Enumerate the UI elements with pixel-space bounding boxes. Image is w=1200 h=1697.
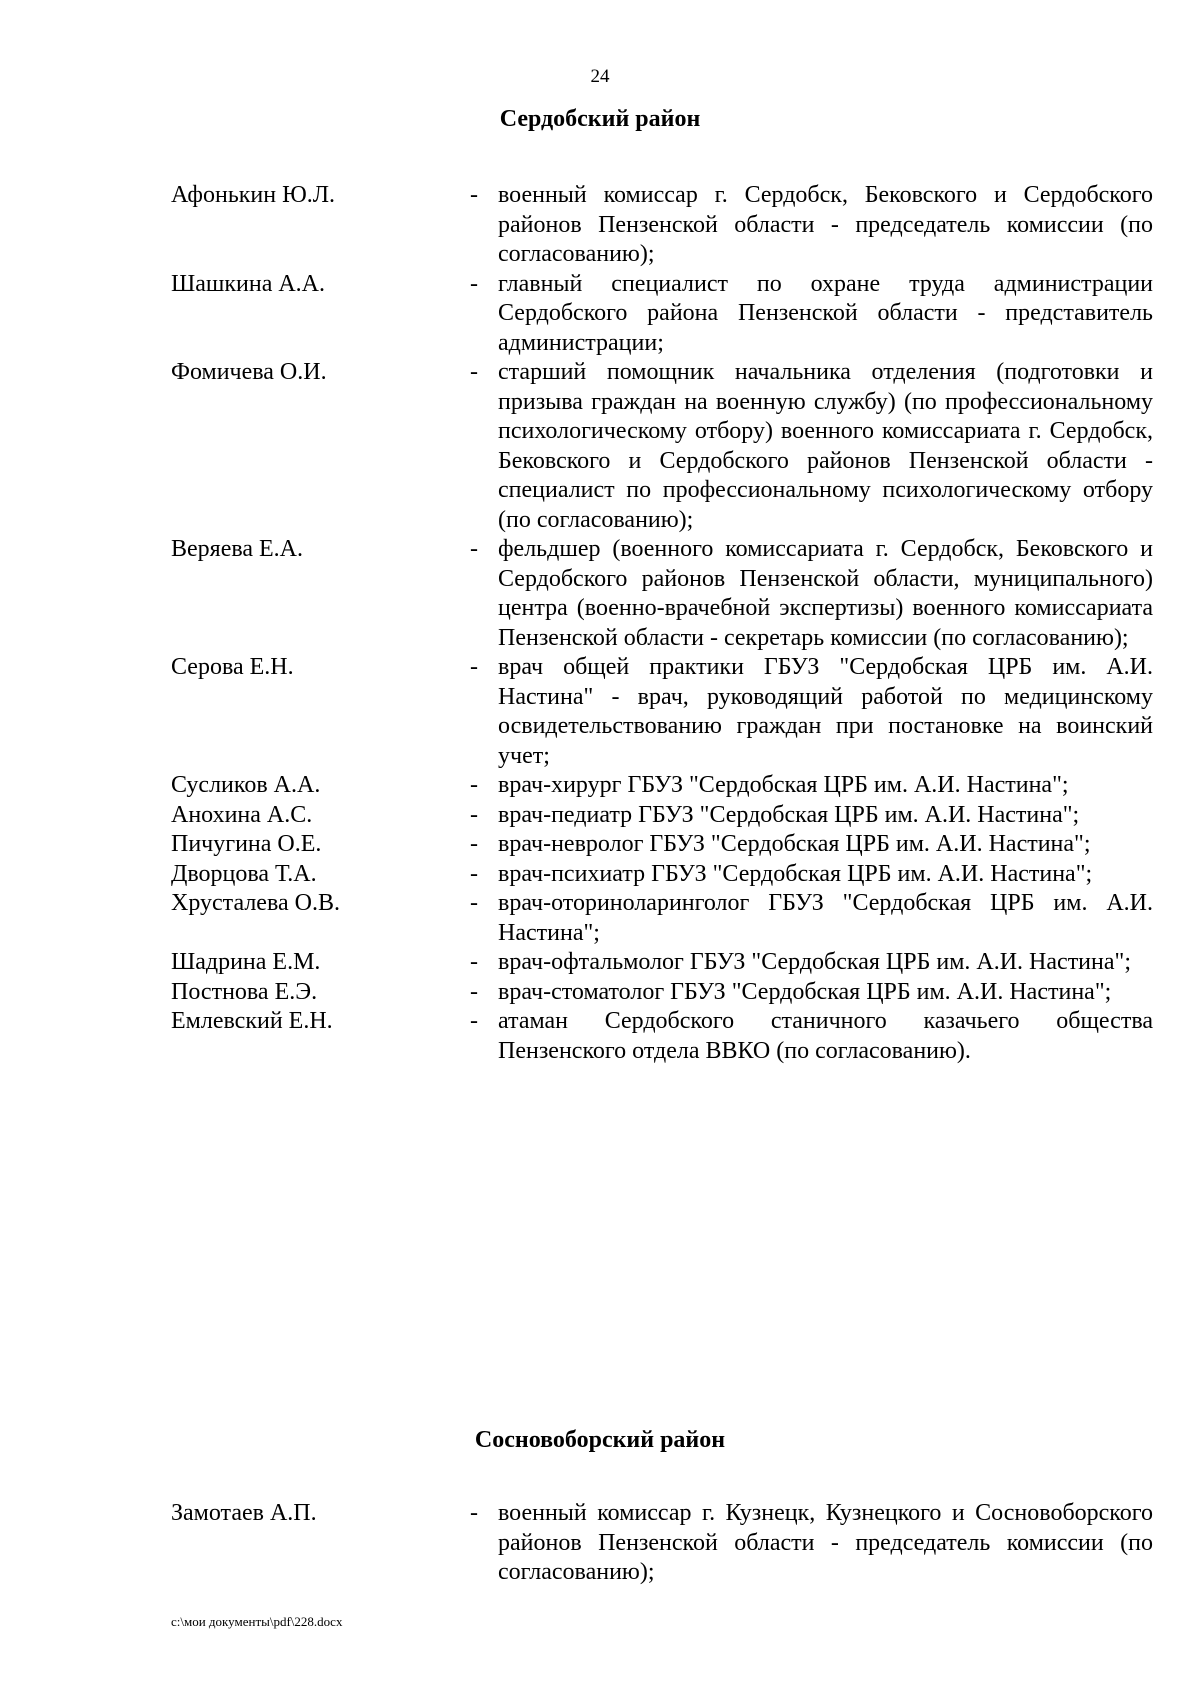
entry-role: врач-хирург ГБУЗ "Сердобская ЦРБ им. А.И. Настина"; [498, 772, 1069, 798]
entry-row [0, 978, 1200, 1008]
entry-row [0, 358, 1200, 535]
entry-dash: - [470, 890, 478, 916]
entry-role: главный специалист по охране труда администрации Сердобского района Пензенской области - представитель администрации; [498, 270, 1153, 356]
entry-role: военный комиссар г. Кузнецк, Кузнецкого и Сосновоборского районов Пензенской области - председатель комиссии (по согласованию); [498, 1500, 1153, 1585]
entry-role: фельдшер (военного комиссариата г. Сердобск, Бековского и Сердобского районов Пензенской области, муниципального) центра (военно-врачебной экспертизы) военного комиссариата Пензенской области - секретарь комиссии (по согласованию); [498, 536, 1153, 651]
entry-name: Постнова Е.Э. [171, 978, 318, 1005]
entry-name: Емлевский Е.Н. [171, 1008, 333, 1034]
entries-serdobsk [0, 181, 1200, 1066]
entry-dash: - [470, 359, 478, 385]
entry-role: врач-психиатр ГБУЗ "Сердобская ЦРБ им. А.И. Настина"; [498, 860, 1093, 887]
entry-role: врач-невролог ГБУЗ "Сердобская ЦРБ им. А.И. Настина"; [498, 831, 1091, 857]
entry-name: Шадрина Е.М. [171, 949, 321, 975]
entry-row [0, 889, 1200, 948]
entry-dash: - [470, 1500, 478, 1526]
entry-row [0, 860, 1200, 890]
entry-role: военный комиссар г. Сердобск, Бековского и Сердобского районов Пензенской области - председатель комиссии (по согласованию); [498, 182, 1153, 267]
entry-row [0, 1007, 1200, 1066]
entry-name: Сусликов А.А. [171, 772, 321, 798]
entry-name: Фомичева О.И. [171, 359, 327, 385]
entry-role: врач-стоматолог ГБУЗ "Сердобская ЦРБ им. А.И. Настина"; [498, 978, 1112, 1005]
entry-role: врач общей практики ГБУЗ "Сердобская ЦРБ им. А.И. Настина" - врач, руководящий работой по медицинскому освидетельствованию граждан при постановке на воинский учет; [498, 654, 1153, 769]
entry-dash: - [470, 801, 478, 828]
entry-role: врач-оториноларинголог ГБУЗ "Сердобская ЦРБ им. А.И. Настина"; [498, 890, 1153, 946]
entry-row [0, 653, 1200, 771]
entry-dash: - [470, 182, 478, 208]
entry-name: Веряева Е.А. [171, 536, 304, 562]
entry-row [0, 181, 1200, 270]
entry-row [0, 771, 1200, 801]
entry-dash: - [470, 270, 478, 297]
entry-row [0, 1499, 1200, 1588]
entry-row [0, 801, 1200, 831]
entry-name: Анохина А.С. [171, 801, 313, 828]
entry-dash: - [470, 978, 478, 1005]
entry-role: врач-офтальмолог ГБУЗ "Сердобская ЦРБ им. А.И. Настина"; [498, 949, 1131, 975]
entry-dash: - [470, 949, 478, 975]
entry-dash: - [470, 1008, 478, 1034]
entry-dash: - [470, 654, 478, 680]
entry-role: атаман Сердобского станичного казачьего общества Пензенского отдела ВВКО (по согласованию). [498, 1008, 1153, 1064]
footer-file-path: c:\мои документы\pdf\228.docx [171, 1614, 343, 1629]
entry-role: врач-педиатр ГБУЗ "Сердобская ЦРБ им. А.И. Настина"; [498, 801, 1080, 828]
entry-dash: - [470, 772, 478, 798]
entry-row [0, 830, 1200, 860]
page-number: 24 [590, 66, 610, 87]
entry-name: Афонькин Ю.Л. [171, 182, 336, 208]
entry-name: Хрусталева О.В. [171, 890, 340, 916]
entry-name: Замотаев А.П. [171, 1500, 317, 1526]
entry-name: Шашкина А.А. [171, 270, 326, 297]
entry-role: старший помощник начальника отделения (подготовки и призыва граждан на военную службу) (по профессиональному психологическому отбору) военного комиссариата г. Сердобск, Бековского и Сердобского районов Пензенской области - специалист по профессиональному психологическому отбору (по согласованию); [498, 359, 1153, 533]
section-title-serdobsk: Сердобский район [499, 106, 701, 132]
entry-name: Пичугина О.Е. [171, 831, 322, 857]
entry-dash: - [470, 831, 478, 857]
entry-dash: - [470, 860, 478, 887]
entry-row [0, 270, 1200, 359]
entry-name: Серова Е.Н. [171, 654, 294, 680]
entry-name: Дворцова Т.А. [171, 860, 317, 887]
entry-row [0, 535, 1200, 653]
entries-sosnovoborsk [0, 1499, 1200, 1588]
entry-row [0, 948, 1200, 978]
entry-dash: - [470, 536, 478, 562]
section-title-sosnovoborsk: Сосновоборский район [474, 1427, 726, 1453]
